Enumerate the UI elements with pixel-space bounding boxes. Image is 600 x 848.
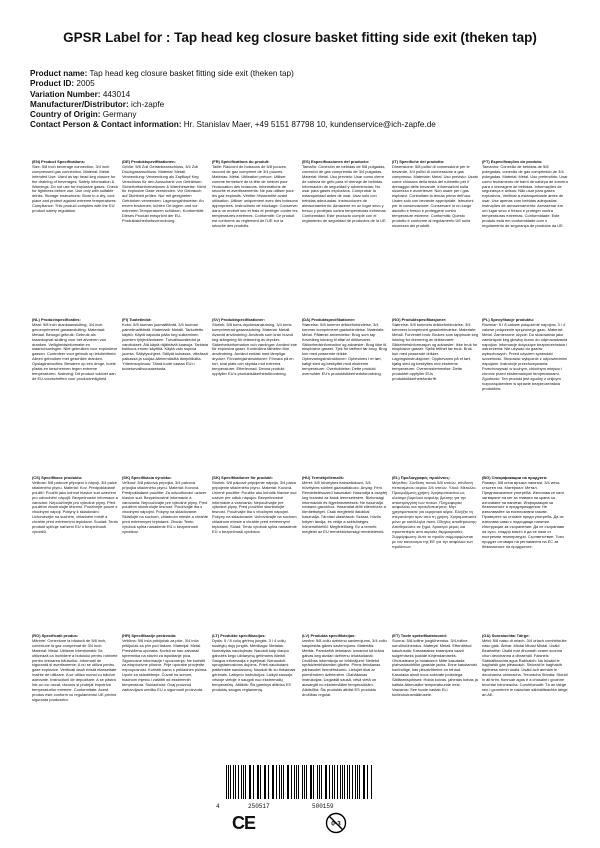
language-block-heading: (NL) Productspecificaties: — [32, 318, 81, 322]
barcode-bar — [352, 765, 353, 799]
language-block — [210, 318, 300, 464]
language-block — [480, 476, 570, 622]
language-block-heading: (HU) Termékjellemzők: — [302, 476, 345, 480]
language-block-heading: (EL) Προδιαγραφές προϊόντος: — [392, 476, 451, 480]
barcode-bar — [325, 765, 326, 799]
language-block-body: Koko: 5/8 tuuman juomaliitäntä, 3/4 tuuman paineilmaliitäntä. Materiaali: Metalli. Tarkoitettu käyttö: Käytä napauta pään keg sulkeminen juomien tyhjentämiseen. Turvallisuustiedot ja varoitukset: Älä käytä räjähtäviä kaasuja. Tarkista tiukkuus ennen käyttöä. Käytä vain sopivia juomia. Säilytysohjeet: Säilytä kuivassa, viileässä paikassa ja suojaa äärimmäisiltä lämpötiloilta. Yhteensopivuus: Tämä tuote vastaa EU:n tuoteturvallisuusasetusta. — [122, 321, 208, 372]
barcode-bar — [283, 765, 284, 799]
ce-mark-icon: CE — [232, 813, 256, 833]
language-block-heading: (DA) Produktspecifikationer: — [302, 318, 356, 322]
language-block — [120, 476, 210, 622]
language-block-heading: (PL) Specyfikacje produktu: — [482, 318, 535, 322]
language-block-body: Dimensione: 5/8 pollici di connessione per le bevande, 3/4 pollici di connessione a gas compresso. Materiale: Metal. Uso previsto: Usato come chiusura della testa del rubinetto per il drenaggio delle bevande. Informazioni sulla sicurezza e avvertenze: Non usare per i gas esplosivi. Controllare la tenuta prima dell'uso. Usare solo con bevande appropriate. Istruzioni per la conservazione: Conservare in un luogo asciutto e fresco e proteggere contro temperature estreme. Conformità: Questo prodotto è conforme al regolamento UE sulla sicurezza dei prodotti. — [392, 163, 479, 228]
age-warning-label: 0-3 — [331, 820, 341, 828]
language-block — [390, 476, 480, 622]
language-block-heading: (SK) Specifikationer för produkt: — [212, 476, 273, 480]
language-block-body: Tamaño: Conexión de bebidas de 5/8 pulgadas, conexión de gas comprimido de 3/4 pulgadas. Material: Metal. Uso previsto: Usar como cierre de cabeza de grifo para el drenaje de bebidas. Información de seguridad y advertencias: No usar para gases explosivos. Comprobar la estanqueidad antes de usar. Usar solo con bebidas adecuadas. Instrucciones de almacenamiento: Almacene en un lugar seco y fresco y protéjalo contra temperaturas extremas. Conformidad: Este producto cumple con el reglamento de seguridad de productos de la UE. — [302, 163, 387, 223]
language-block-body: Taille: Raccord de boissons de 5/8 pouces, raccord de gaz comprimé de 3/4 pouces. Matériau: Métal. Utilisation prévue: Utiliser comme fermeture de la tête de robinet pour l'évacuation des boissons. Informations de sécurité et avertissements: Ne pas utiliser pour les gaz explosifs. Vérifier l'étanchéité avant utilisation. Utiliser uniquement avec des boissons appropriées. Instructions de stockage: Conserver dans un endroit sec et frais et protéger contre les températures extrêmes. Conformité: Ce produit est conforme au règlement de l'UE sur la sécurité des produits. — [212, 163, 298, 228]
barcode-bar — [253, 765, 254, 799]
language-block-heading: (LT) Produkto specifikacijos: — [212, 634, 266, 638]
barcode-bar — [317, 765, 318, 799]
language-block — [480, 160, 570, 306]
language-block-body: Maat: 5/8 inch drankaansluiting, 3/4 inch gecomprimeerd gasaansluiting. Materiaal: Metaal. Beoogd gebruik: Gebruik als kraankopvat sluiting voor het afvoeren van dranken. Veiligheidsinformatie en waarschuwingen: Niet gebruiken voor explosieve gassen. Controleer voor gebruik op lekdichtheid. Alleen gebruiken met geschikte dranken. Opslaginstructies: Bewaren op een droge, koele plaats en beschermen tegen extreme temperaturen. Naleving: Dit product voldoet aan de EU-voorschriften voor productveiligheid. — [32, 321, 118, 381]
language-block — [300, 160, 390, 306]
barcode-right-digits: 500159 — [312, 803, 334, 810]
language-block — [480, 318, 570, 464]
language-block-body: Размер: 5/8 инча връзка напитки, 3/4 инча сгъстен газ. Материал: Метал. Предназначение употреба: Използва се като затваряне на кег за главата на крана за източване на напитки. Информация за безопасност и предупреждения: Не използвайте за експлозивни газове. Проверете за стягане преди употреба. Да се използва само с подходящи напитки. Инструкции за съхранение: Да се съхранява на сухо, хладно място и да се пази от екстремни температури. Съответствие: Този продукт отговаря на регламента на ЕС за безопасност на продуктите. — [482, 479, 565, 549]
language-block-body: Größe: 5/8 Zoll Getränkeanschluss, 3/4 Zoll Druckgasanschluss. Material: Metall. Verwendung: Verwendung als Zapfkopf Keg Verschluss für den Ausschank von Getränken. Sicherheitsinformationen & Warnhinweise: Nicht für explosive Gase verwenden. Vor Gebrauch auf Dichtheit prüfen. Nur mit geeigneten Getränken verwenden. Lagerungshinweise: An einem trockenen, kühlen Ort lagern und vor extremen Temperaturen schützen. Konformität: Dieses Produkt entspricht der EU-Produktsicherheitsverordnung. — [122, 163, 206, 223]
barcode-bar — [233, 765, 234, 799]
language-block-body: Veličina: 5/8 inča priključak za piće, 3/4 inča priključak za plin pod tlakom. Materijal: Metal. Predviđena uporaba: Koristi se kao zatvarač spremnika na slavini za ispuštanje pića. Sigurnosne informacije i upozorenja: Ne koristiti za eksplozivne plinove. Prije uporabe provjerite nepropusnost. Koristiti samo s prikladnim pićima. Upute za skladištenje: Čuvati na suhom, hladnom mjestu i zaštititi od ekstremnih temperatura. Sukladnost: Ovaj proizvod zadovoljava uredbu EU o sigurnosti proizvoda. — [122, 637, 208, 692]
barcode-bar — [291, 765, 292, 799]
language-block — [30, 318, 120, 464]
language-block-body: Méid: 5/8 naisc di orlach, 3/4 orlach comhbhrúite nasc gáis. Ábhar: Miotal Miotal Miotal. Úsáid Beartaithe: Úsáid mar dhúnadh ceann sconna chun deochanna a dhraenáil. Faisnéis Sábháilteachta agus Rabhaidh: Ná húsáid le haghaidh gás pléascach. Seiceáil le haghaidh tightness roimh úsáid. Úsáid ach amháin le deochanna oiriúnacha. Treoracha Stórála: Stóráil in áit tirim, fionnuar agus é a chosaint i gcoinne teochtaí foircneacha. Comhlíonadh: Tá an táirge seo i gcomhréir le rialachán sábháilteachta táirge an AE. — [482, 637, 568, 697]
page-title: GPSR Label for : Tap head keg closure basket fitting side exit (theken tap) — [63, 30, 537, 45]
language-block-body: Tamanho: Conexão de bebidas de 5/8 polegadas, conexão de gás comprimido de 3/4 polegadas. Material: Metal. Uso pretendido: Usar como fechamento de barril de cabeça de torneira para o drenagem de bebidas. Informações de segurança e avisos: Não usar para gases explosivos. Verificar a estanqueidade antes de usar. Use apenas com bebidas adequadas. Instruções de armazenamento: Armazenar em um lugar seco e fresco e proteger contra temperaturas extremas. Conformidade: Este produto está em conformidade com o regulamento de segurança de produtos da UE. — [482, 163, 568, 228]
language-block-body: Rozmiar: 5 / 8 calowe połączenie napojów, 3 / 4 calowe połączenie sprężonego gazu. Materiał: Metal. Zamierzone użycie: Do stosowania jako zamknięcie keg głowicy kranu do odprowadzania napojów. Informacje dotyczące bezpieczeństwa i ostrzeżenia: Nie używać do gazów wybuchowych. Przed użyciem sprawdzić szczelność. Stosować wyłącznie z odpowiednimi napojami. Instrukcje przechowywania: Przechowywać w suchym, chłodnym miejscu i chronić przed ekstremalnymi temperaturami. Zgodność: Ten produkt jest zgodny z unijnym rozporządzeniem w sprawie bezpieczeństwa produktów. — [482, 321, 568, 391]
language-block — [390, 634, 480, 780]
meta-country-of-origin: Country of Origin: Germany — [30, 110, 137, 120]
barcode-bar — [306, 765, 307, 799]
language-block-heading: (ES) Especificaciones del producto: — [302, 160, 370, 164]
language-block-heading: (FI) Tuotetiedot: — [122, 318, 152, 322]
language-block — [30, 634, 120, 780]
barcode-bar — [250, 765, 251, 799]
language-block — [210, 476, 300, 622]
product-meta — [30, 69, 575, 131]
language-block-heading: (IT) Specifiche del prodotto: — [392, 160, 445, 164]
barcode-bar — [349, 765, 350, 799]
language-grid — [30, 160, 570, 792]
meta-product-id: Product ID: 2005 — [30, 79, 95, 89]
barcode-bar — [332, 765, 333, 799]
language-block — [120, 160, 210, 306]
language-block — [30, 160, 120, 306]
meta-variation-number: Variation Number: 443014 — [30, 89, 131, 99]
meta-manufacturer: Manufacturer/Distributor: ich-zapfe — [30, 99, 165, 109]
barcode-bar — [294, 765, 295, 799]
language-block-body: Suurus: 5/8-tolline joogiühendus, 3/4-tolline suruõhuühendus. Materjal: Metall. Ettenähtud kasutusala: Kasutatakse kraanipea vaadi sulgemiseks jookide tühjendamiseks. Ohutusteave ja hoiatused: Mitte kasutada plahvatusohtlike gaaside jaoks. Enne kasutamist kontrollige, kas pitsatvõtmine on tehtud. Kasutada ainult koos sobivate jookidega. Säilitamisjuhised: Hoida kuivas, jahedas kohas ja kaitsta äärmuslike temperatuuride eest. Vastavus: See toode vastab ELi tooteohutusmäärusele. — [392, 637, 478, 697]
language-block-body: Size: 5/8 inch beverage connection, 3/4 inch compressed gas connection. Material: Metal. Intended Use: Used as tap head keg closure for the draining of beverages. Safety Information & Warnings: Do not use for explosive gases. Check for tightness before use. Use only with suitable drinks. Storage Instructions: Store in a dry, cool place and protect against extreme temperatures. Compliance: This product complies with the EU product safety regulation. — [32, 163, 118, 214]
barcode-bar — [334, 765, 335, 799]
barcode-bar — [241, 765, 242, 799]
language-block-heading: (SV) Produktspecifikationer: — [212, 318, 265, 322]
barcode-bar — [340, 765, 341, 799]
barcode-bar — [260, 765, 261, 799]
meta-product-name: Product name: Tap head keg closure basket fitting side exit (theken tap) — [30, 69, 294, 78]
language-block — [210, 160, 300, 306]
language-block — [390, 318, 480, 464]
barcode-bar — [298, 765, 299, 799]
language-block-heading: (HR) Specifikacije proizvoda: — [122, 634, 177, 638]
grid-row — [30, 160, 570, 306]
language-block-body: Mărime: Conexiune la băutură de 5/8 inch, conexiune la gaz comprimat de 3/4 inch. Material: Metal. Utilizare intenționată: Se utilizează ca închidere a butoiului pentru robinete pentru drenarea băuturilor. Informații de siguranță și avertismente: A nu se utiliza pentru gaze explozive. Verificați dacă există etanșeitate înainte de utilizare. A se utiliza numai cu băuturi adecvate. Instrucțiuni de depozitare: A se păstra într-un loc uscat, răcoros și protejat împotriva temperaturilor extreme. Conformitate: Acest produs este conform cu regulamentul UE privind siguranța produselor. — [32, 637, 118, 702]
language-block — [390, 160, 480, 306]
barcode-bar — [265, 765, 266, 799]
language-block-heading: (FR) Spécifications du produit: — [212, 160, 270, 164]
language-block — [480, 634, 570, 780]
language-block-body: Μέγεθος: Σύνδεση ποτού 5/8 ιντσών, σύνδεση πεπιεσμένου αερίου 3/4 ιντσών. Υλικό: Μέταλλο. Προοριζόμενη χρήση: Χρησιμοποιείται ως κλείσιμο βαρελιού κεφαλής βρύσης για την αποστράγγιση των ποτών. Πληροφορίες ασφαλείας και προειδοποιήσεις: Μην χρησιμοποιείτε για εκρηκτικά αέρια. Ελέγξτε τη στεγανότητα πριν από τη χρήση. Χρησιμοποιείτε μόνο με κατάλληλα ποτά. Οδηγίες αποθήκευσης: Αποθηκεύστε σε ξηρό, δροσερό μέρος και προστατέψτε από ακραίες θερμοκρασίες. Συμμόρφωση: Αυτό το προϊόν συμμορφώνεται με τον κανονισμό της ΕΕ για την ασφάλεια των προϊόντων. — [392, 479, 477, 549]
language-block-body: Størrelse: 5/8 tommer drikkeforbindelse, 3/4 tommer komprimeret gasforbindelse. Materiale: Metal. Påtænkt anvendelse: Brug som tap hovedkeg lukning til aftøl af drikkevarer. Sikkerhedsinformation og advarsler: Brug ikke til eksplosive gasser. Tjek for tæthed før brug. Brug kun med passende drikke. Opbevaringsinstruktioner: Opbevares i et tørt, køligt sted og beskyttet mod ekstreme temperaturer. Overholdelse: Dette produkt overholder EU's produktsikkerhedsforordning. — [302, 321, 388, 376]
language-block-heading: (DE) Produktspezifikationen: — [122, 160, 176, 164]
language-block-body: Størrelse: 5/8 tommers drikkeforbindelse, 3/4 tommers komprimert gassforbindelse. Materiale: Metall. Forventet bruk: Brukes som tapphode keg lukning for drenering av drikkevarer. Sikkerhetsinformasjon og advarsler: Ikke bruk for eksplosive gasser. Sjekk tetthet før bruk. Bruk kun med passende drikker. Lagringsinstruksjoner: Oppbevares på et tørt, kjølig sted og beskyttes mot ekstreme temperaturer. Overensstemmelse: Dette produktet oppfyller EUs produktsikkerhetsforskrift. — [392, 321, 479, 381]
language-block-body: Méret: 5/8 hüvelykes italcsatlakozó, 3/4 hüvelykes sűrített gázcsatlakozó. Anyag: Fém. Rendeltetésszerű használat: Használja a csapfej keg lezárást az italok leeresztésére. Biztonsági információk és figyelmeztetések: Ne használja robbanó gázokhoz. Használat előtt ellenőrizze a tömítettséget. Csak megfelelő italokkal használja. Tárolási utasítások: Száraz, hűvös helyen tárolja, és védje a szélsőséges hőmérséklettől. Megfelelőség: Ez a termék megfelel az EU termékbiztonsági rendeletének. — [302, 479, 387, 534]
barcode-bar — [367, 765, 368, 799]
barcode-bar — [313, 765, 314, 799]
meta-contact: Contact Person & Contact information: Hr. Stanislav Maer, +49 5151 87798 10, kundenservice@ich-zapfe.de — [30, 120, 436, 130]
language-block-heading: (BG) Спецификации на продукта: — [482, 476, 548, 480]
grid-row — [30, 634, 570, 780]
language-block — [300, 476, 390, 622]
grid-row — [30, 318, 570, 464]
language-block-heading: (LV) Produkta specifikācijas: — [302, 634, 356, 638]
language-block-heading: (PT) Especificações do produto: — [482, 160, 543, 164]
language-block-heading: (EN) Product Specifications: — [32, 160, 86, 164]
language-block-heading: (SK) Špecifikácia výrobku: — [122, 476, 172, 480]
language-block — [210, 634, 300, 780]
language-block-heading: (CS) Specifikace produktu: — [32, 476, 83, 480]
language-block-heading: (ET) Toote spetsifikatsioonid: — [392, 634, 448, 638]
language-block — [300, 318, 390, 464]
barcode-bar — [359, 765, 360, 799]
language-block-heading: (NO) Produktspesifikasjoner: — [392, 318, 447, 322]
barcode-bar — [238, 765, 239, 799]
barcode-bar — [226, 765, 227, 799]
language-block-body: Storlek: 5/8 tums dryckesanslutning, 3/4 tums komprimerad gasanslutning. Material: Metall. Avsedd användning: Används som kran huvud keg stängning för dränering av drycker. Säkerhetsinformation och varningar: Använd inte för explosiva gaser. Kontrollera tätheten före användning. Använd endast med lämpliga drycker. Förvaringsinstruktioner: Förvara på en torr, sval plats och skydda mot extrema temperaturer. Efterlevnad: Denna produkt uppfyller EU:s produktsäkerhetsförordning. — [212, 321, 297, 376]
age-warning-icon — [325, 812, 347, 834]
language-block — [120, 634, 210, 780]
language-block — [120, 318, 210, 464]
language-block-body: Velikost: 5/8 palcové připojení k nápoji, 3/4 palce stlačeného plynu. Materiál: Kov. Předpokládané použití: Použití jako kohout hlavice sud uzavření pro odvodnění nápojů. Bezpečnostní informace a varování: Nepoužívejte pro výbušné plyny. Před použitím zkontrolujte těsnost. Používejte pouze s vhodnými nápoji. Pokyny k skladování: Uchovávejte na suchém, chladném místě a chraňte před extrémními teplotami. Soulad: Tento produkt splňuje nařízení EU o bezpečnosti výrobků. — [32, 479, 118, 534]
language-block-body: Izmērs: 5/8 collu dzērienu savienojums, 3/4 collu saspiestās gāzes savienojums. Materiāls: Metāls. Paredzētā lietošana: Izmantot kā krāna galvas keg aizdari dzērienu iztukšošanai. Drošības informācija un brīdinājumi: Nelietot sprādzienbīstamām gāzēm. Pirms lietošanas pārbaudiet hermētiskumu. Lietojiet tikai ar piemērotiem dzērieniem. Glabāšanas instrukcijas: Uzglabāt sausā, vēsā vietā un aizsargāt no ekstremālām temperatūrām. Atbilstība: Šis produkts atbilst ES produktu drošības regulai. — [302, 637, 387, 697]
language-block-heading: (RO) Specificații produs: — [32, 634, 79, 638]
barcode-bar — [273, 765, 274, 799]
language-block — [300, 634, 390, 780]
ean-barcode — [226, 765, 372, 799]
language-block-body: Dydis: 5 / 8 colių gėrimų jungtis, 3 / 4 colių suslėgtų dujų jungtis. Medžiaga: Metalas. Numatytas naudojimas: Naudoti kaip čiaupo galvutės kego uždarymą gėrimams išleisti. Saugos informacija ir įspėjimai: Nenaudoti sprogstamosioms dujoms. Prieš naudodami patikrinkite sandarumą. Naudoti tik su tinkamais gėrimais. Laikymo instrukcijos: Laikyti sausoje, vėsioje vietoje ir saugoti nuo ekstremalių temperatūrų. Atitiktis: Šis gaminys atitinka ES produktų saugos reglamentą. — [212, 637, 296, 692]
grid-row — [30, 476, 570, 622]
language-block-body: Storlek: 5/8 palcové pripojenie nápoja, 3/4 palca pripojenie stlačeného plynu. Materiál: Kovová. Určené použitie: Použite ako kohútik hlavice sud uzáver pre odtok nápojov. Bezpečnostné informácie a varovania: Nepoužívajte pre výbušné plyny. Pred použitím skontrolujte tesnosť. Používajte iba s vhodnými nápojmi. Pokyny na skladovanie: Uchovávajte na suchom, chladnom mieste a chráňte pred extrémnymi teplotami. Súlad: Tento výrobok spĺňa nariadenie EÚ o bezpečnosti výrobkov. — [212, 479, 298, 534]
barcode-bar — [276, 765, 277, 799]
barcode-bar — [363, 765, 364, 799]
language-block — [30, 476, 120, 622]
language-block-body: Veľkosť: 5/8 palcová prípojka, 3/4 palcová prípojka stlačeného plynu. Materiál: Kovová. Predpokladané použitie: Za odvodňovací uzáver hlavice sud. Bezpečnostné informácie a varovania: Nepoužívajte pre výbušné plyny. Pred použitím skontrolujte tesnosť. Používajte iba s vhodnými nápojmi. Pokyny na skladovanie: Skladujte na suchom, chladnom mieste a chráňte pred extrémnymi teplotami. Zhoda: Tento výrobok spĺňa nariadenie EÚ o bezpečnosti výrobkov. — [122, 479, 209, 534]
language-block-heading: (GA) Sonraíochtaí Táirge: — [482, 634, 530, 638]
barcode-lead-digit: 4 — [216, 803, 220, 810]
barcode-left-digits: 250517 — [248, 803, 270, 810]
